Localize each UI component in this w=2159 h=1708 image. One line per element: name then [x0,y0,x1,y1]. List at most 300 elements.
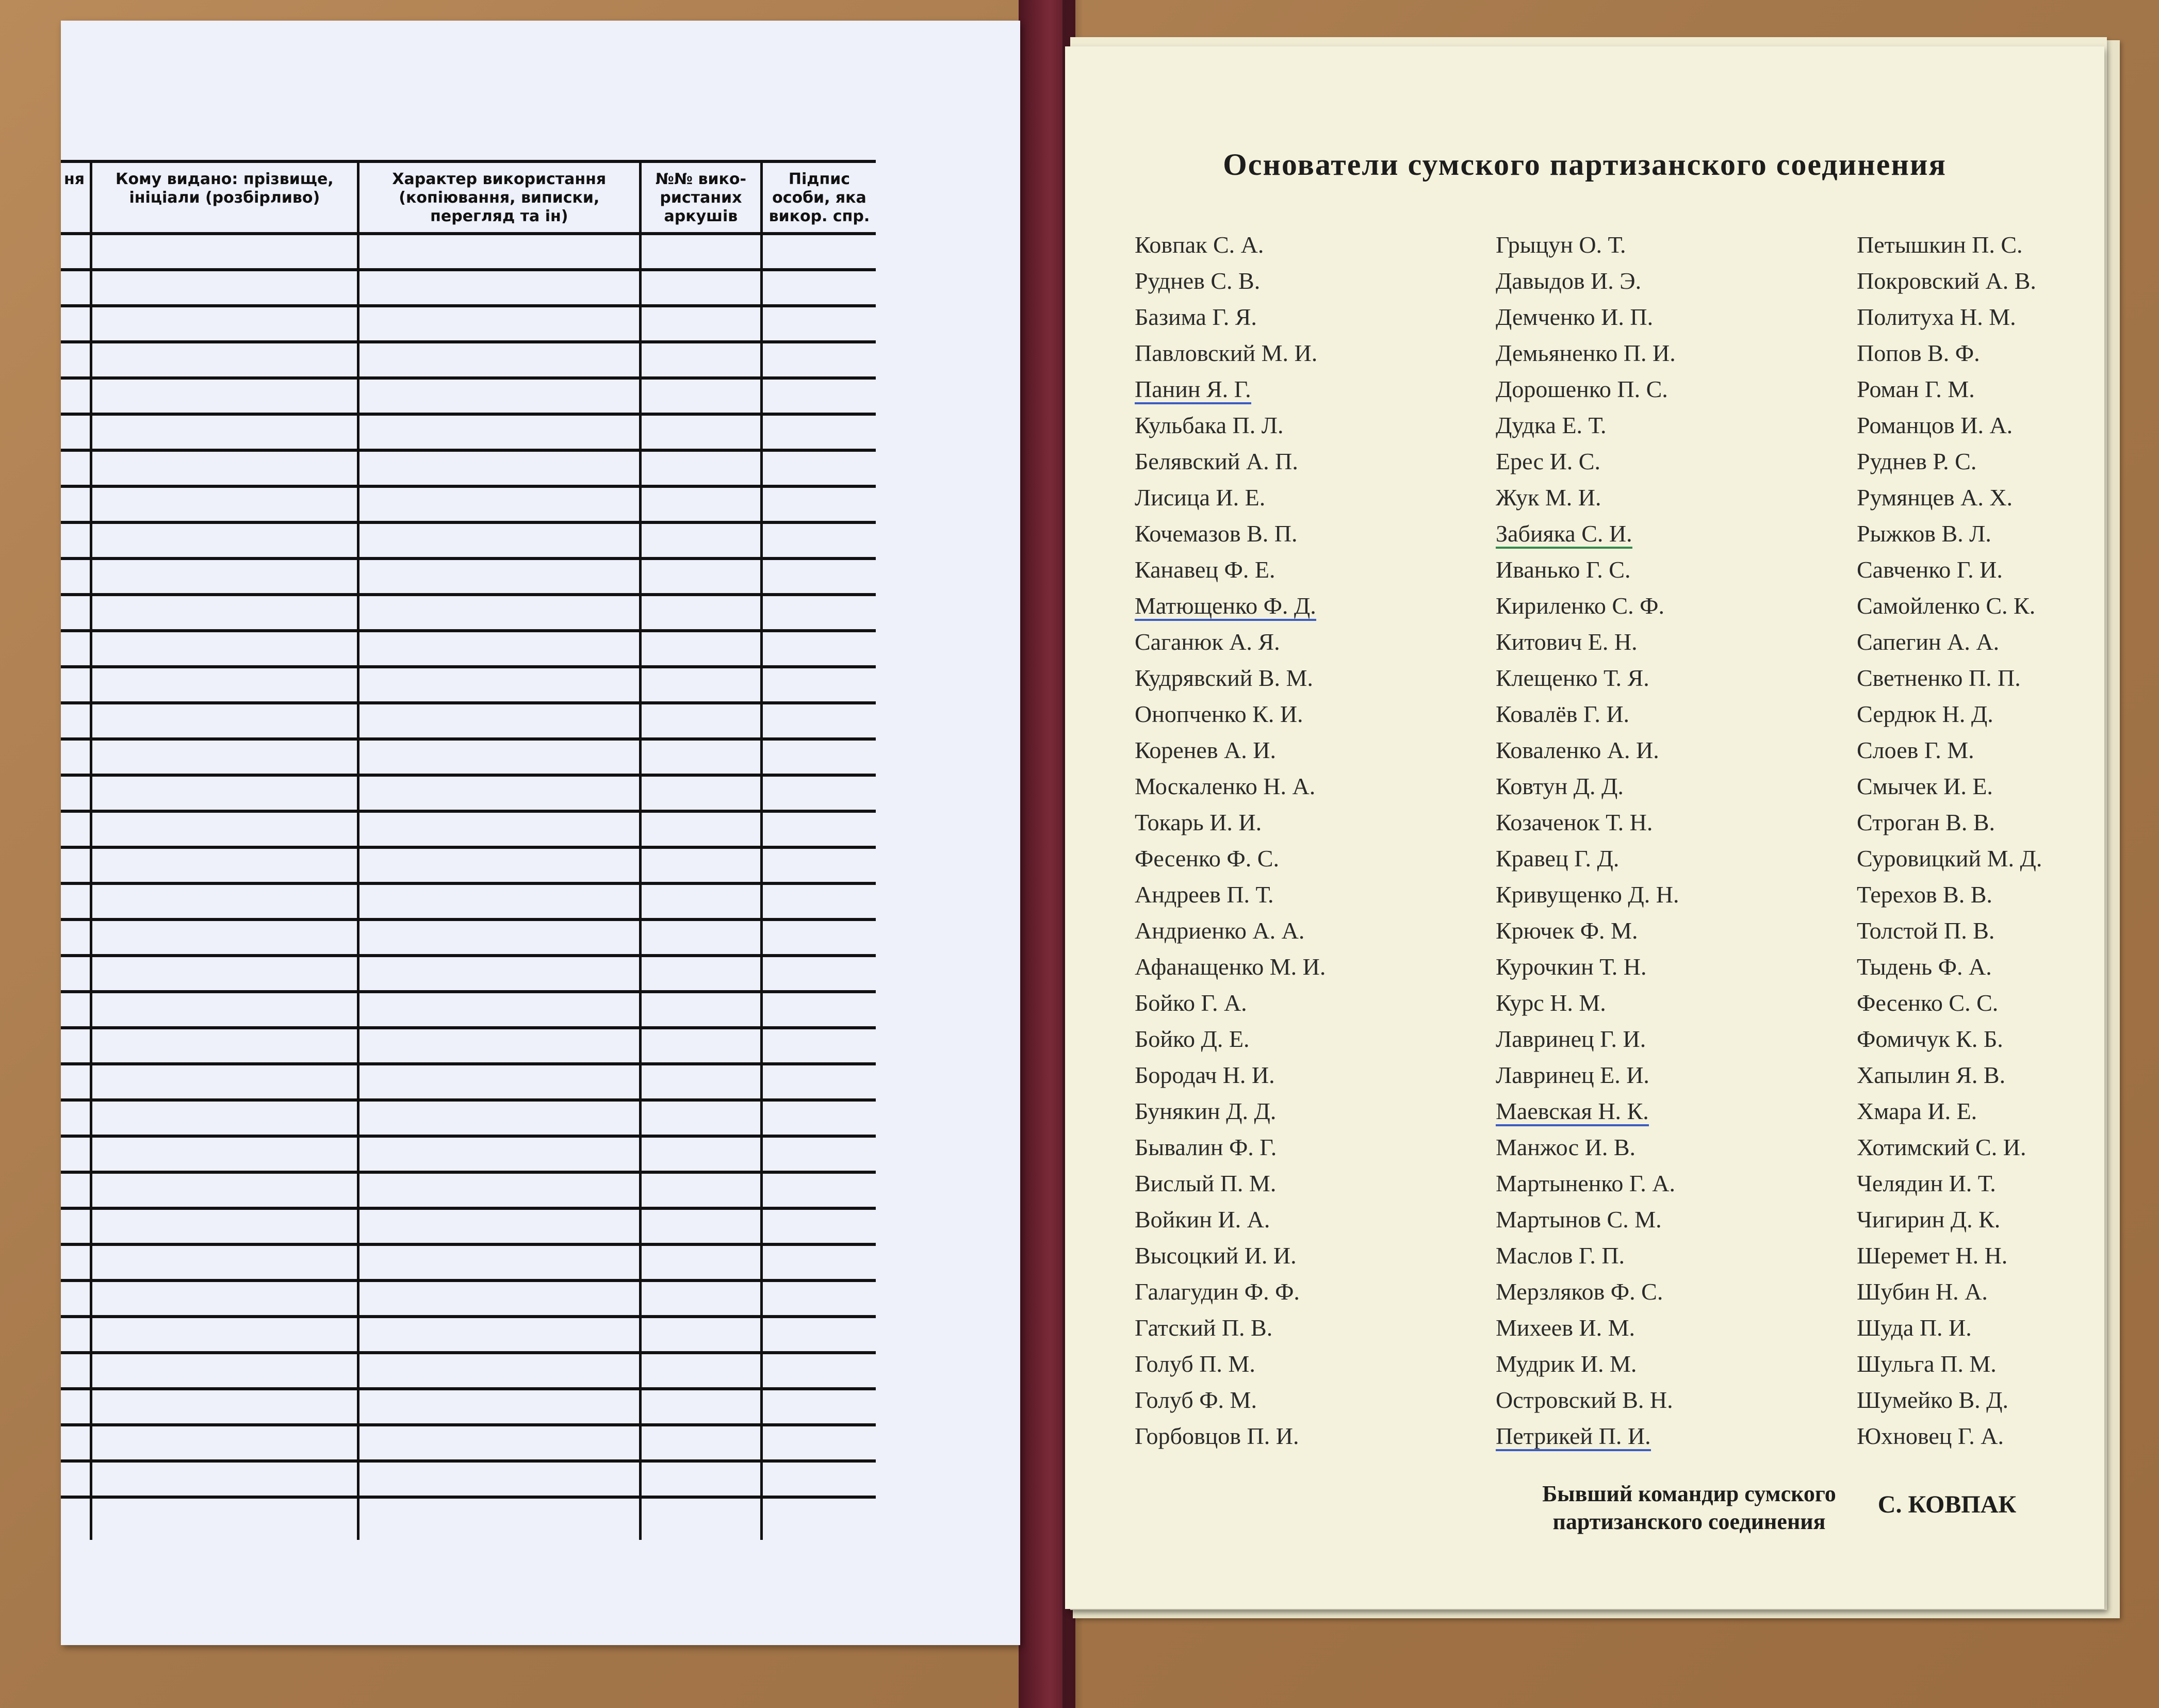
footer-caption [1478,1480,1901,1536]
register-cell [761,919,876,956]
register-cell [640,378,761,414]
founder-name [1135,335,1326,371]
founder-name-text: Галагудин Ф. Ф. [1135,1278,1300,1305]
register-cell [91,342,358,378]
register-cell [91,1353,358,1389]
register-cell [91,847,358,883]
founder-name-text: Покровский А. В. [1857,268,2036,294]
founder-name [1496,949,1679,985]
register-cell [91,667,358,703]
founder-name [1496,696,1679,732]
register-cell [761,1317,876,1353]
founder-name-text: Кульбака П. Л. [1135,412,1284,438]
register-cell [358,378,640,414]
founder-name [1135,299,1326,335]
register-cell [761,306,876,342]
register-cell [761,811,876,847]
register-cell [91,306,358,342]
founder-name [1496,1382,1679,1418]
register-cell [761,992,876,1028]
register-cell [91,1064,358,1100]
register-cell [91,1317,358,1353]
founder-name [1496,877,1679,913]
register-row [61,595,876,631]
founder-name [1857,660,2042,696]
founder-name-text: Светненко П. П. [1857,665,2021,691]
founder-name-text: Москаленко Н. А. [1135,773,1316,799]
register-cell [61,378,91,414]
register-cell [358,775,640,811]
founder-name [1135,1382,1326,1418]
register-cell [61,1172,91,1208]
register-cell [61,992,91,1028]
founder-name-text: Михеев И. М. [1496,1315,1635,1341]
founder-name-text: Токарь И. И. [1135,809,1262,835]
founder-name-text: Крючек Ф. М. [1496,917,1638,944]
register-cell [761,234,876,270]
founder-name [1857,1418,2042,1454]
register-cell [358,1389,640,1425]
register-cell [61,342,91,378]
founder-name [1496,1238,1679,1274]
register-cell [61,1389,91,1425]
register-cell [761,1389,876,1425]
founder-name-text: Горбовцов П. И. [1135,1423,1299,1449]
founder-name-text: Руднев Р. С. [1857,448,1977,474]
register-cell [358,234,640,270]
founder-name-text: Слоев Г. М. [1857,737,1974,763]
register-cell [91,1028,358,1064]
footer-line-2: партизанского соединения [1552,1509,1826,1534]
register-row [61,847,876,883]
founder-name [1496,985,1679,1021]
founder-name-text: Шумейко В. Д. [1857,1387,2009,1413]
founder-name [1857,732,2042,768]
founder-name-text: Манжос И. В. [1496,1134,1636,1160]
founder-name-text: Жук М. И. [1496,484,1601,511]
register-row [61,1136,876,1172]
register-cell [640,883,761,919]
founder-name-text: Романцов И. А. [1857,412,2013,438]
founder-name-text: Фомичук К. Б. [1857,1026,2003,1052]
register-cell [640,1353,761,1389]
register-cell [640,667,761,703]
register-cell [91,1208,358,1244]
register-row [61,1064,876,1100]
founder-name [1857,444,2042,480]
founder-name-text: Голуб Ф. М. [1135,1387,1257,1413]
founder-name-text: Белявский А. П. [1135,448,1298,474]
register-cell [640,270,761,306]
founder-name [1857,985,2042,1021]
founder-name [1857,299,2042,335]
register-cell [761,1244,876,1280]
founder-name-text: Базима Г. Я. [1135,304,1257,330]
register-cell [358,919,640,956]
founder-name-text: Голуб П. М. [1135,1351,1255,1377]
founder-name [1857,768,2042,804]
founder-name-text: Петрикей П. И. [1496,1423,1651,1451]
register-cell [640,306,761,342]
register-cell [761,703,876,739]
founder-name [1135,1202,1326,1238]
founder-name [1496,480,1679,516]
register-cell [640,1172,761,1208]
register-cell [91,595,358,631]
register-cell [358,1244,640,1280]
founder-name [1135,1093,1326,1129]
register-row [61,342,876,378]
founder-name-text: Островский В. Н. [1496,1387,1673,1413]
register-cell [91,486,358,522]
register-header-issued-to: Кому видано: прізвище, ініціали (розбірливо) [91,161,358,234]
founder-name-text: Фесенко Ф. С. [1135,845,1279,872]
register-cell [640,1208,761,1244]
register-cell [358,1461,640,1497]
register-cell [761,667,876,703]
founder-name-text: Политуха Н. М. [1857,304,2016,330]
founder-name-text: Шульга П. М. [1857,1351,1997,1377]
founder-name [1857,407,2042,444]
register-row [61,1425,876,1461]
founder-name [1135,1310,1326,1346]
register-cell [61,703,91,739]
register-cell [61,1100,91,1136]
founder-name-text: Лавринец Е. И. [1496,1062,1649,1088]
register-cell [61,1136,91,1172]
register-cell [358,847,640,883]
register-cell [61,1317,91,1353]
register-cell [61,1497,91,1540]
register-cell [358,450,640,486]
register-cell [761,1028,876,1064]
founder-name-text: Дорошенко П. С. [1496,376,1668,402]
footer-line-1: Бывший командир сумского [1542,1481,1836,1506]
register-cell [358,956,640,992]
founder-name-text: Андреев П. Т. [1135,881,1274,908]
register-cell [640,739,761,775]
founder-name [1135,804,1326,841]
register-cell [640,522,761,559]
register-cell [640,1028,761,1064]
register-row [61,811,876,847]
register-cell [91,1172,358,1208]
founder-name-text: Кривущенко Д. Н. [1496,881,1679,908]
founder-name-text: Фесенко С. С. [1857,990,1999,1016]
founder-name-text: Лисица И. Е. [1135,484,1266,511]
register-cell [91,1497,358,1540]
founder-name [1135,696,1326,732]
founder-name [1857,1238,2042,1274]
register-row [61,1317,876,1353]
register-cell [61,595,91,631]
register-cell [761,1208,876,1244]
founder-name [1496,588,1679,624]
founder-name [1857,227,2042,263]
founder-name-text: Забияка С. И. [1496,520,1632,549]
register-cell [91,1461,358,1497]
register-row [61,1353,876,1389]
register-header-signature: Підпис особи, яка викор. спр. [761,161,876,234]
founder-name-text: Смычек И. Е. [1857,773,1993,799]
founder-name [1135,841,1326,877]
founder-name [1135,263,1326,299]
register-cell [640,486,761,522]
founder-name [1135,732,1326,768]
register-cell [761,414,876,450]
register-cell [358,703,640,739]
register-row [61,270,876,306]
register-cell [61,811,91,847]
register-cell [640,992,761,1028]
founder-name-text: Вислый П. М. [1135,1170,1277,1196]
register-cell [358,342,640,378]
founder-name [1857,949,2042,985]
founder-name-text: Панин Я. Г. [1135,376,1251,404]
register-cell [761,956,876,992]
register-cell [61,1353,91,1389]
register-cell [640,919,761,956]
register-cell [640,1425,761,1461]
register-cell [91,234,358,270]
register-cell [358,559,640,595]
founder-name-text: Клещенко Т. Я. [1496,665,1649,691]
register-cell [358,1172,640,1208]
founder-name-text: Кудрявский В. М. [1135,665,1313,691]
register-cell [640,559,761,595]
register-header-cut-off: ня [61,161,91,234]
founder-name [1496,1021,1679,1057]
register-cell [91,522,358,559]
register-cell [61,1461,91,1497]
register-cell [91,559,358,595]
founder-name-text: Курс Н. М. [1496,990,1606,1016]
founder-name-text: Саганюк А. Я. [1135,629,1280,655]
register-cell [61,486,91,522]
founder-name [1135,1346,1326,1382]
founder-name [1857,1274,2042,1310]
register-cell [61,1064,91,1100]
register-row [61,919,876,956]
register-header-row [61,161,876,234]
register-cell [91,1425,358,1461]
register-cell [761,1100,876,1136]
founder-name-text: Афанащенко М. И. [1135,954,1326,980]
founder-name [1135,444,1326,480]
founder-name [1857,1129,2042,1165]
founder-name [1857,1021,2042,1057]
register-cell [61,919,91,956]
founder-name-text: Бойко Г. А. [1135,990,1247,1016]
register-cell [61,667,91,703]
register-cell [91,1100,358,1136]
register-row [61,1280,876,1317]
founder-name [1135,949,1326,985]
founder-name [1496,1418,1679,1454]
founder-name-text: Шеремет Н. Н. [1857,1242,2008,1269]
founder-name-text: Шуда П. И. [1857,1315,1972,1341]
founder-name [1857,588,2042,624]
register-cell [358,883,640,919]
register-cell [358,1317,640,1353]
register-cell [91,414,358,450]
usage-register-table [61,160,876,1540]
founder-name [1135,371,1326,407]
register-row [61,1172,876,1208]
register-cell [61,306,91,342]
register-cell [61,1425,91,1461]
founder-name-text: Роман Г. М. [1857,376,1975,402]
founder-name [1135,1129,1326,1165]
founder-name-text: Ерес И. С. [1496,448,1600,474]
register-cell [640,775,761,811]
founder-name [1135,1274,1326,1310]
register-cell [91,883,358,919]
register-row [61,306,876,342]
register-row [61,992,876,1028]
register-cell [91,919,358,956]
founder-name-text: Юхновец Г. А. [1857,1423,2004,1449]
register-row [61,703,876,739]
register-cell [640,414,761,450]
founder-name-text: Мартынов С. М. [1496,1206,1662,1233]
founder-name [1857,1382,2042,1418]
founder-name-text: Толстой П. В. [1857,917,1995,944]
founder-name [1135,660,1326,696]
founder-name-text: Руднев С. В. [1135,268,1261,294]
register-cell [91,1244,358,1280]
founder-name [1135,913,1326,949]
founder-name-text: Савченко Г. И. [1857,556,2003,583]
register-cell [761,883,876,919]
founder-name-text: Бородач Н. И. [1135,1062,1275,1088]
founder-name [1496,227,1679,263]
founder-name [1135,516,1326,552]
register-cell [358,1280,640,1317]
founder-name-text: Попов В. Ф. [1857,340,1980,366]
founder-name-text: Мартыненко Г. А. [1496,1170,1676,1196]
register-cell [61,956,91,992]
register-cell [358,631,640,667]
register-cell [761,342,876,378]
founder-name-text: Высоцкий И. И. [1135,1242,1297,1269]
founder-name-text: Мудрик И. М. [1496,1351,1637,1377]
names-column-3 [1857,227,2042,1454]
register-row [61,631,876,667]
founder-name [1496,335,1679,371]
register-cell [640,1136,761,1172]
founder-name-text: Строган В. В. [1857,809,1996,835]
register-header-sheet-numbers: №№ вико-ристаних аркушів [640,161,761,234]
founder-name [1857,696,2042,732]
founder-name-text: Давыдов И. Э. [1496,268,1642,294]
register-row [61,522,876,559]
register-cell [761,270,876,306]
register-cell [61,1208,91,1244]
register-row [61,1244,876,1280]
register-cell [61,847,91,883]
register-cell [61,1028,91,1064]
register-cell [358,667,640,703]
founder-name-text: Павловский М. И. [1135,340,1318,366]
register-cell [61,270,91,306]
founder-name-text: Чигирин Д. К. [1857,1206,2001,1233]
founder-name-text: Терехов В. В. [1857,881,1992,908]
founder-name [1496,299,1679,335]
founder-name [1857,877,2042,913]
register-cell [640,1389,761,1425]
founder-name [1135,985,1326,1021]
founder-name [1496,768,1679,804]
founder-name [1135,877,1326,913]
founder-name-text: Козаченок Т. Н. [1496,809,1653,835]
founder-name [1135,1238,1326,1274]
register-cell [640,1280,761,1317]
founder-name [1496,624,1679,660]
register-row [61,559,876,595]
founder-name [1135,768,1326,804]
founder-name [1135,227,1326,263]
register-cell [640,1461,761,1497]
founder-name [1857,913,2042,949]
register-cell [761,1064,876,1100]
register-cell [761,1136,876,1172]
founder-name-text: Мерзляков Ф. С. [1496,1278,1663,1305]
founder-name [1496,1310,1679,1346]
register-row [61,1100,876,1136]
register-cell [640,1244,761,1280]
register-cell [640,956,761,992]
register-cell [61,1244,91,1280]
founder-name [1135,1057,1326,1093]
founder-name [1496,407,1679,444]
register-cell [761,847,876,883]
register-cell [358,306,640,342]
founder-name [1857,1310,2042,1346]
register-cell [640,847,761,883]
register-cell [91,703,358,739]
register-cell [761,1172,876,1208]
register-cell [358,486,640,522]
register-cell [640,450,761,486]
founder-name-text: Иванько Г. С. [1496,556,1631,583]
register-cell [358,739,640,775]
founder-name [1496,444,1679,480]
founder-name [1496,1274,1679,1310]
register-cell [358,522,640,559]
founder-name-text: Лавринец Г. И. [1496,1026,1646,1052]
founder-name-text: Курочкин Т. Н. [1496,954,1647,980]
names-column-2 [1496,227,1679,1454]
register-row [61,667,876,703]
founder-name [1857,371,2042,407]
founder-name-text: Бунякин Д. Д. [1135,1098,1277,1124]
founder-name-text: Хапылин Я. В. [1857,1062,2006,1088]
register-row [61,450,876,486]
register-cell [640,1317,761,1353]
register-cell [358,1100,640,1136]
register-cell [61,234,91,270]
register-cell [91,1389,358,1425]
founder-name-text: Бывалин Ф. Г. [1135,1134,1277,1160]
register-cell [358,270,640,306]
register-cell [358,1208,640,1244]
register-row [61,1389,876,1425]
register-cell [640,811,761,847]
register-cell [761,1461,876,1497]
register-cell [61,1280,91,1317]
founder-name-text: Суровицкий М. Д. [1857,845,2042,872]
